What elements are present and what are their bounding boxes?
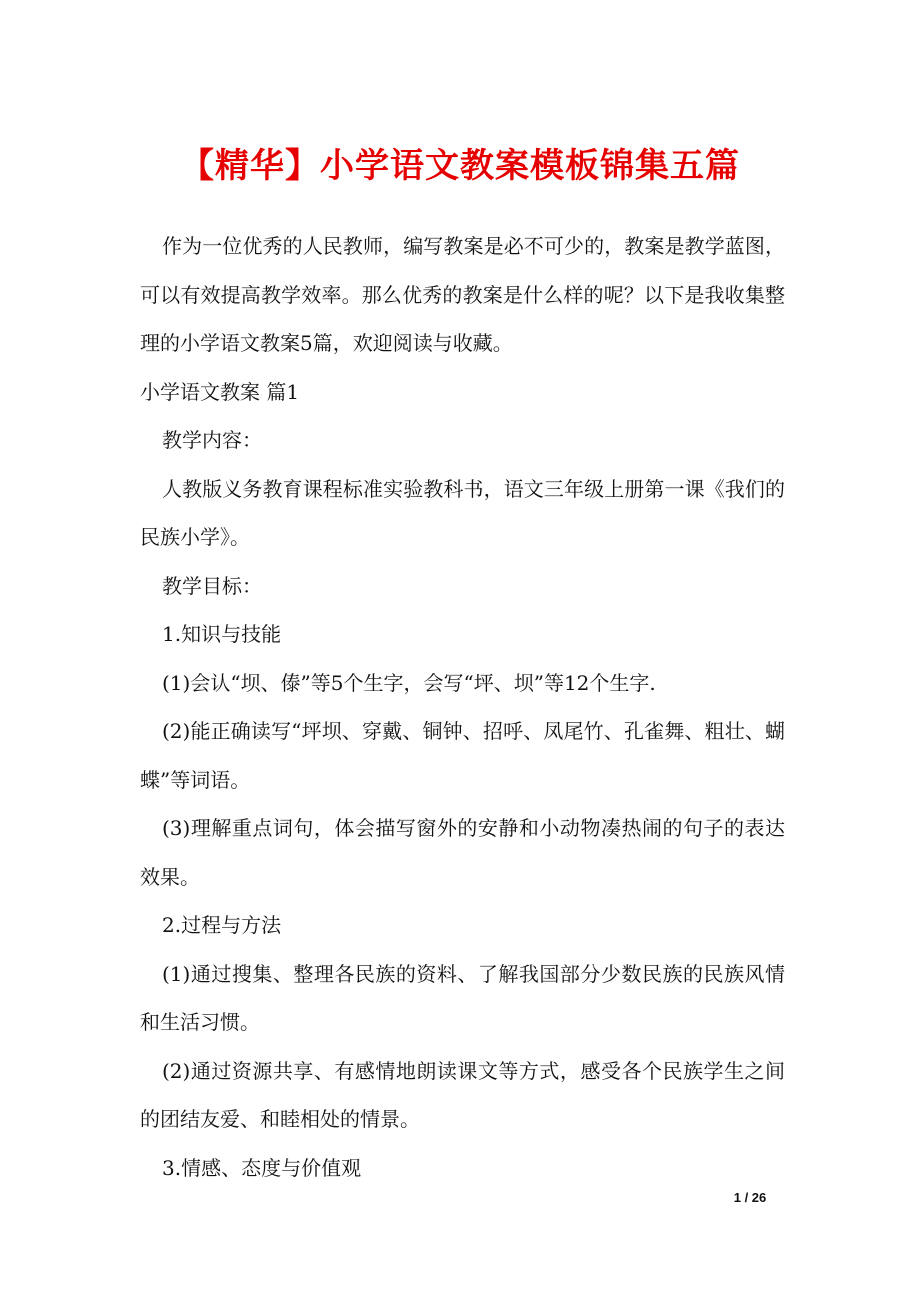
- document-body: [140, 222, 785, 1192]
- paragraph: (3)理解重点词句，体会描写窗外的安静和小动物凑热闹的句子的表达效果。: [140, 816, 785, 889]
- paragraph: 教学目标：: [162, 573, 262, 598]
- page-number: 1 / 26: [733, 1190, 767, 1205]
- paragraph: (1)会认“坝、傣”等5个生字，会写“坪、坝”等12个生字.: [162, 670, 656, 695]
- paragraph: (2)能正确读写“坪坝、穿戴、铜钟、招呼、凤尾竹、孔雀舞、粗壮、蝴蝶”等词语。: [140, 719, 785, 792]
- paragraph: 作为一位优秀的人民教师，编写教案是必不可少的，教案是教学蓝图，可以有效提高教学效率。那么优秀的教案是什么样的呢？以下是我收集整理的小学语文教案5篇，欢迎阅读与收藏。: [140, 234, 785, 355]
- paragraph: (2)通过资源共享、有感情地朗读课文等方式，感受各个民族学生之间的团结友爱、和睦相处的情景。: [140, 1058, 785, 1131]
- section-heading: 小学语文教案 篇1: [140, 379, 300, 404]
- paragraph: 2.过程与方法: [162, 913, 282, 937]
- paragraph: 教学内容：: [162, 428, 262, 452]
- paragraph: (1)通过搜集、整理各民族的资料、了解我国部分少数民族的民族风情和生活习惯。: [140, 961, 785, 1034]
- document-title: 【精华】小学语文教案模板锦集五篇: [180, 146, 740, 186]
- paragraph: 人教版义务教育课程标准实验教科书，语文三年级上册第一课《我们的民族小学》。: [140, 476, 785, 549]
- paragraph: 1.知识与技能: [162, 622, 282, 646]
- paragraph: 3.情感、态度与价值观: [162, 1155, 362, 1180]
